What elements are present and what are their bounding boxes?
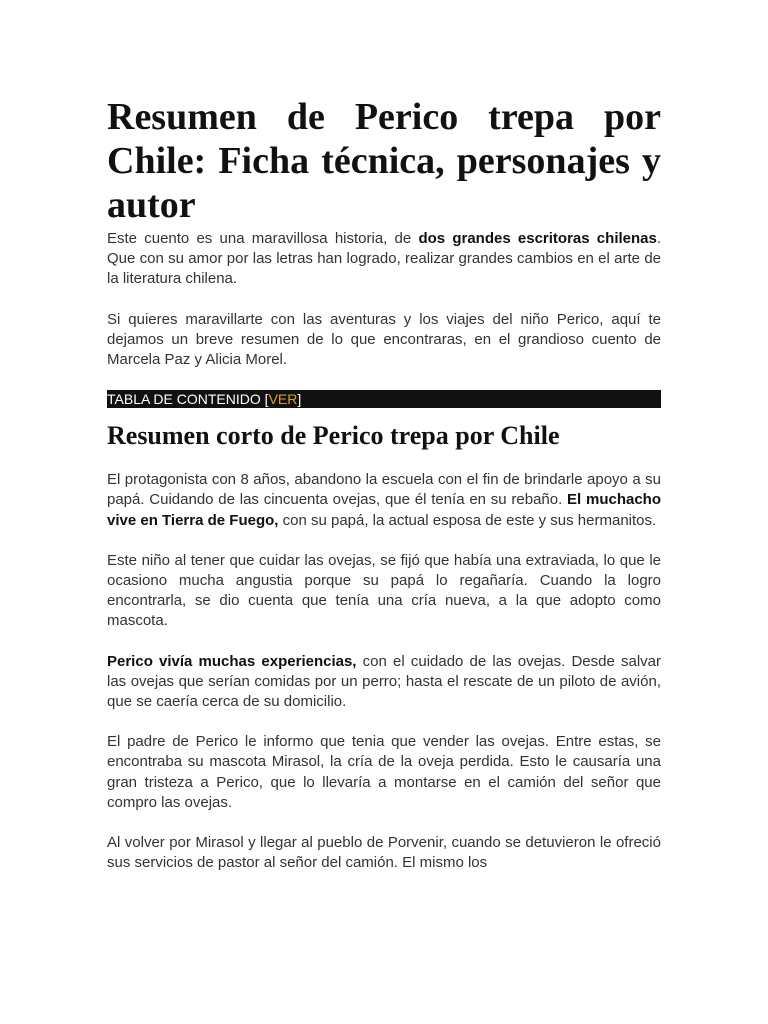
section-paragraph-2: Este niño al tener que cuidar las ovejas, se fijó que había una extraviada, lo que le ocasiono mucha angustia porque su papá lo regañaría. Cuando la logro encontrarla, se dio cuenta que tenía una cría nueva, a la que adopto como mascota.	[107, 551, 661, 630]
intro-paragraph	[107, 229, 661, 290]
toc-close-bracket: ]	[297, 391, 302, 408]
intro-text-2: . Que con su amor por las letras han logrado, realizar grandes cambios en el arte de la literatura chilena.	[107, 230, 662, 288]
s1-text-2: con su papá, la actual esposa de este y sus hermanitos.	[278, 511, 657, 529]
s3-bold: Perico vivía muchas experiencias,	[107, 652, 357, 670]
s1-bold: El muchacho vive en Tierra de Fuego,	[107, 491, 662, 529]
section-paragraph-5: Al volver por Mirasol y llegar al pueblo de Porvenir, cuando se detuvieron le ofreció sus servicios de pastor al señor del camión. El mismo los	[107, 834, 661, 872]
section-paragraph-4: El padre de Perico le informo que tenia que vender las ovejas. Entre estas, se encontraba su mascota Mirasol, la cría de la oveja perdida. Esto le causaría una gran tristeza a Perico, que lo llevaría a montarse en el camión del señor que compro las ovejas.	[107, 733, 661, 811]
s3-text-1: con el cuidado de las ovejas. Desde salvar las ovejas que serían comidas por un perro; hasta el rescate de un piloto de avión, que se caería cerca de su domicilio.	[107, 652, 661, 711]
section-heading: Resumen corto de Perico trepa por Chile	[107, 421, 560, 451]
intro-text-1: Este cuento es una maravillosa historia, de	[107, 230, 419, 247]
s1-text-1: El protagonista con 8 años, abandono la escuela con el fin de brindarle apoyo a su papá. Cuidando de las cincuenta ovejas, que él tenía en su rebaño.	[107, 471, 661, 509]
article-title: Resumen de Perico trepa por Chile: Ficha técnica, personajes y autor	[107, 96, 661, 226]
intro-bold: dos grandes escritoras chilenas	[418, 230, 657, 247]
table-of-contents-bar	[107, 390, 661, 408]
toc-label: TABLA DE CONTENIDO	[107, 391, 265, 408]
toc-open-bracket: [	[264, 391, 269, 408]
toc-toggle-link[interactable]: VER	[268, 391, 298, 408]
section-paragraph-3	[107, 652, 661, 713]
paragraph-2: Si quieres maravillarte con las aventuras y los viajes del niño Perico, aquí te dejamos un breve resumen de lo que encontraras, en el grandioso cuento de Marcela Paz y Alicia Morel.	[107, 310, 661, 369]
article	[107, 95, 661, 873]
section-paragraph-1	[107, 470, 661, 531]
